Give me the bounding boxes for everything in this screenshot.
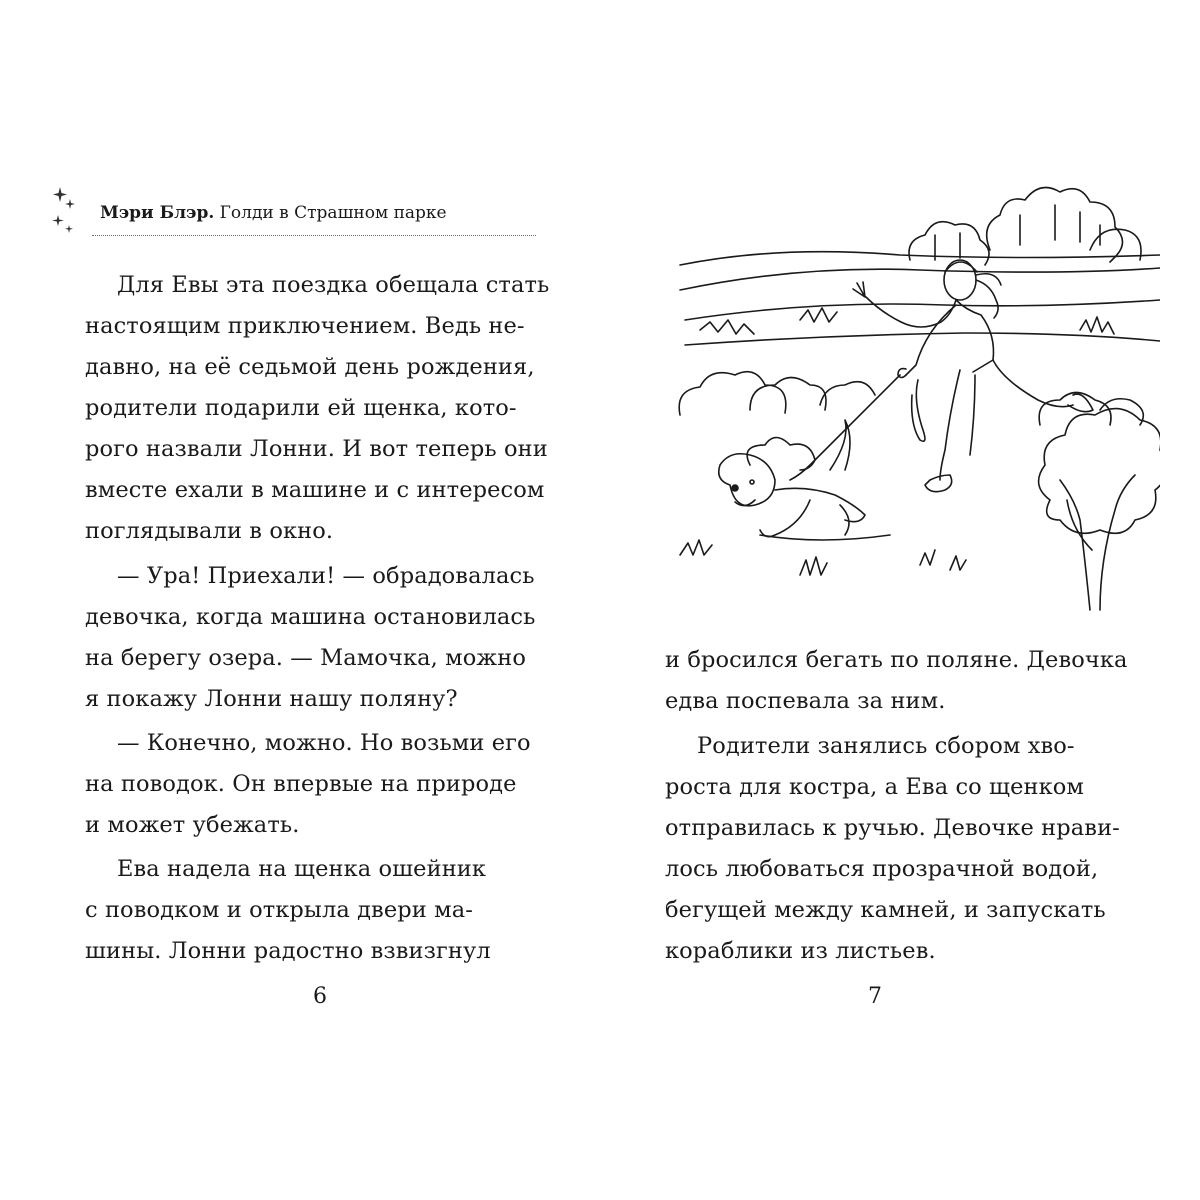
text-line: роста для костра, а Ева со щенком: [665, 774, 1085, 800]
right-page: [600, 0, 1200, 1200]
text-line: — Конечно, можно. Но возьми его: [117, 730, 531, 756]
text-line: рого назвали Лонни. И вот теперь они: [85, 436, 548, 462]
running-header: [50, 185, 536, 255]
text-line: шины. Лонни радостно взвизгнул: [85, 938, 491, 964]
foreground-tree: [1039, 409, 1160, 610]
text-line: лось любоваться прозрачной водой,: [665, 856, 1099, 882]
text-line: — Ура! Приехали! — обрадовалась: [117, 563, 535, 589]
header-book-title: Голди в Страшном парке: [219, 203, 447, 223]
text-line: отправилась к ручью. Девочке нрави-: [665, 815, 1120, 841]
text-line: родители подарили ей щенка, кото-: [85, 395, 517, 421]
text-line: вместе ехали в машине и с интересом: [85, 477, 545, 503]
text-line: кораблики из листьев.: [665, 938, 936, 964]
text-line: бегущей между камней, и запускать: [665, 897, 1106, 923]
background-trees: [909, 188, 1141, 266]
page-number: 7: [868, 984, 882, 1009]
text-line: на поводок. Он впервые на природе: [85, 771, 517, 797]
text-line: я покажу Лонни нашу поляну?: [85, 686, 458, 712]
sparkle-stars-icon: [50, 185, 90, 255]
text-line: Ева надела на щенка ошейник: [117, 856, 487, 882]
text-line: поглядывали в окно.: [85, 518, 334, 544]
illustration-girl-running-with-puppy: [660, 170, 1160, 620]
leash: [790, 375, 900, 480]
text-line: с поводком и открыла двери ма-: [85, 897, 473, 923]
grass: [680, 535, 966, 575]
header-text: [100, 203, 447, 223]
header-author: Мэри Блэр.: [100, 203, 215, 223]
header-dotted-rule: [92, 235, 536, 236]
text-line: на берегу озера. — Мамочка, можно: [85, 645, 526, 671]
text-line: давно, на её седьмой день рождения,: [85, 354, 535, 380]
text-line: и может убежать.: [85, 812, 300, 838]
text-line: едва поспевала за ним.: [665, 688, 946, 714]
page-number: 6: [313, 984, 327, 1009]
text-line: Родители занялись сбором хво-: [697, 733, 1075, 759]
text-line: девочка, когда машина остановилась: [85, 604, 536, 630]
lake-shore: [680, 252, 1160, 345]
text-line: и бросился бегать по поляне. Девочка: [665, 647, 1128, 673]
text-line: настоящим приключением. Ведь не-: [85, 313, 525, 339]
girl-figure: [853, 260, 1093, 492]
text-line: Для Евы эта поездка обещала стать: [117, 272, 550, 298]
